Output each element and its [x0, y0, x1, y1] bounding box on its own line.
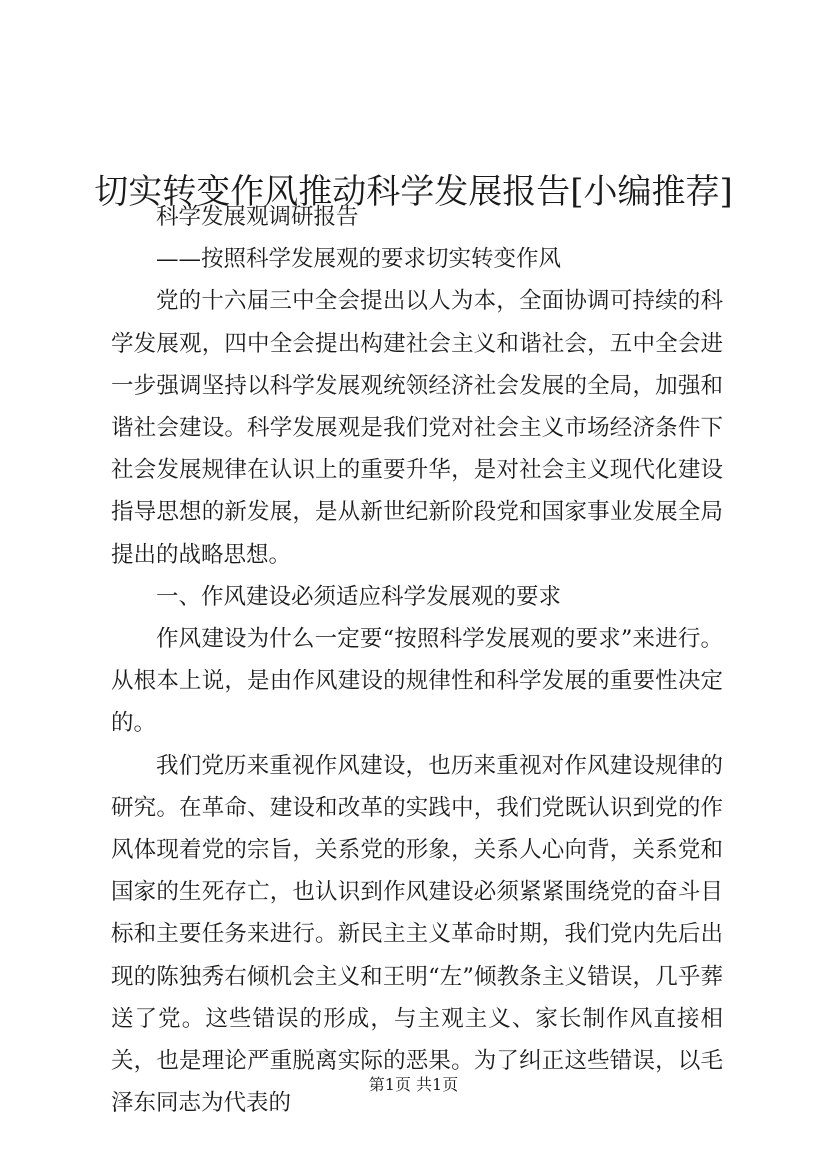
page-footer: 第1页 共1页 [368, 1075, 459, 1094]
subtitle-line: 科学发展观调研报告 [156, 204, 359, 230]
paragraph: 作风建设为什么一定要“按照科学发展观的要求”来进行。从根本上说，是由作风建设的规律性和科学发展的重要性决定的。 [111, 626, 723, 737]
document-title: 切实转变作风推动科学发展报告[小编推荐] [94, 171, 733, 212]
document-body [111, 196, 723, 1124]
paragraph: 我们党历来重视作风建设，也历来重视对作风建设规律的研究。在革命、建设和改革的实践中，我们党既认识到党的作风体现着党的宗旨，关系党的形象，关系人心向背，关系党和国家的生死存亡，也认识到作风建设必须紧紧围绕党的奋斗目标和主要任务来进行。新民主主义革命时期，我们党内先后出现的陈独秀右倾机会主义和王明“左”倾教条主义错误，几乎葬送了党。这些错误的形成，与主观主义、家长制作风直接相关，也是理论严重脱离实际的恶果。为了纠正这些错误，以毛泽东同志为代表的 [111, 752, 723, 1117]
subtitle-dash-line: ——按照科学发展观的要求切实转变作风 [156, 246, 562, 273]
section-heading: 一、作风建设必须适应科学发展观的要求 [156, 583, 562, 610]
paragraph: 党的十六届三中全会提出以人为本，全面协调可持续的科学发展观，四中全会提出构建社会主义和谐社会，五中全会进一步强调坚持以科学发展观统领经济社会发展的全局，加强和谐社会建设。科学发展观是我们党对社会主义市场经济条件下社会发展规律在认识上的重要升华，是对社会主义现代化建设指导思想的新发展，是从新世纪新阶段党和国家事业发展全局提出的战略思想。 [111, 288, 723, 568]
